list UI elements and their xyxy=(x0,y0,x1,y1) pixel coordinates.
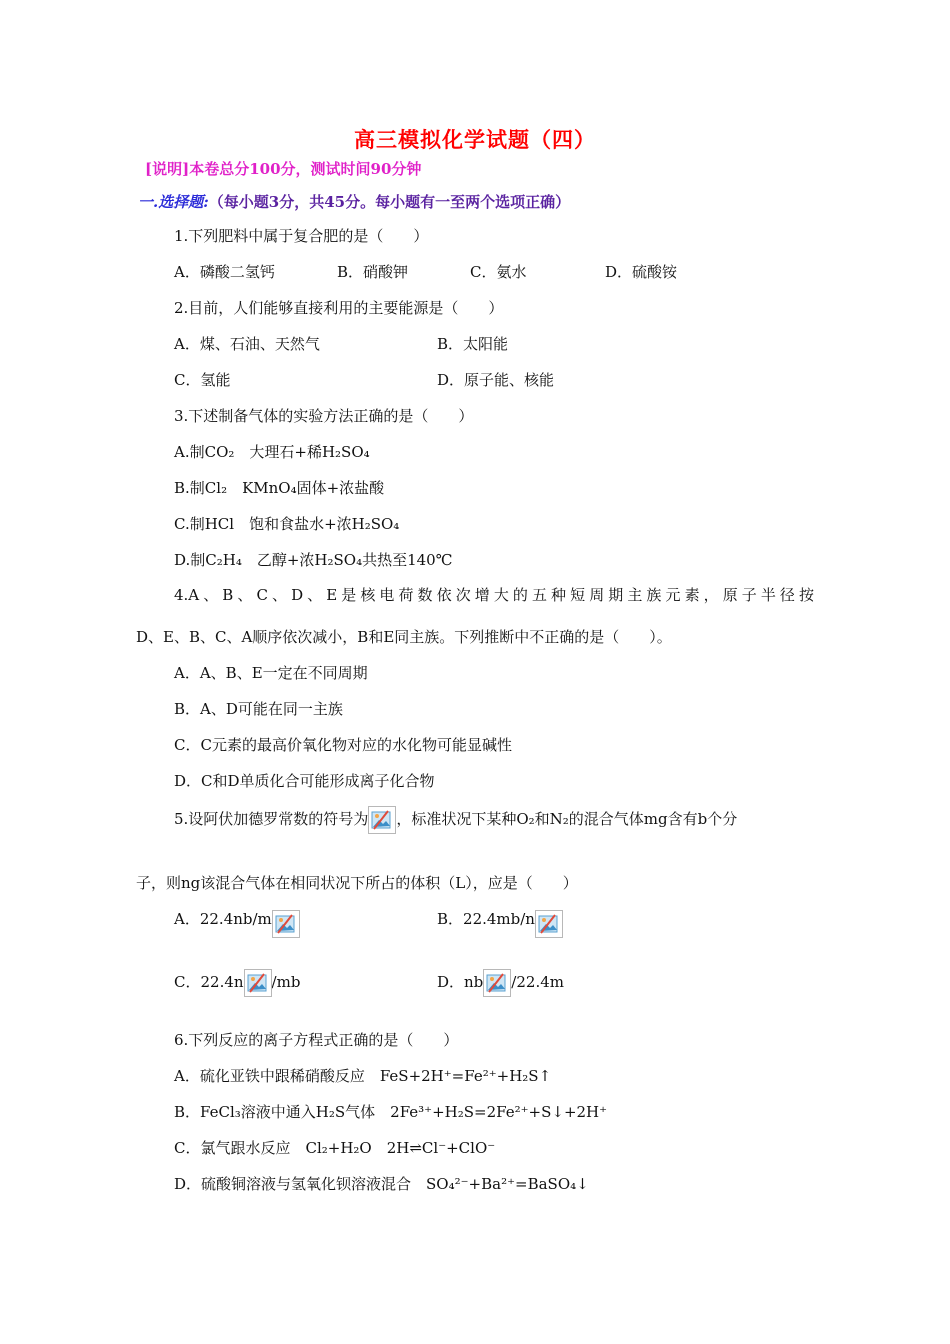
q5-stem-line2: 子，则ng该混合气体在相同状况下所占的体积（L），应是（ ） xyxy=(136,874,578,892)
broken-image-icon xyxy=(483,969,511,997)
q3-option-a: A.制CO₂ 大理石+稀H₂SO₄ xyxy=(174,443,370,461)
q4-option-c: C．C元素的最高价氧化物对应的水化物可能显碱性 xyxy=(174,736,512,754)
section-title: 一.选择题: xyxy=(138,193,209,211)
q1-option-a: A．磷酸二氢钙 xyxy=(174,263,275,281)
page-title: 高三模拟化学试题（四） xyxy=(354,128,596,152)
q1-option-b: B．硝酸钾 xyxy=(337,263,409,281)
q3-option-c: C.制HCl 饱和食盐水+浓H₂SO₄ xyxy=(174,515,400,533)
q1-stem: 1.下列肥料中属于复合肥的是（ ） xyxy=(174,227,429,245)
q5-option-d-post: /22.4m xyxy=(511,973,564,991)
q1-option-c: C．氨水 xyxy=(470,263,527,281)
q5-option-c-pre: C．22.4n xyxy=(174,973,244,991)
section-header xyxy=(138,191,570,212)
q4-option-d: D．C和D单质化合可能形成离子化合物 xyxy=(174,772,435,790)
broken-image-icon xyxy=(368,806,396,834)
q4-stem-line2: D、E、B、C、A顺序依次减小，B和E同主族。下列推断中不正确的是（ ）。 xyxy=(136,628,672,646)
q6-stem: 6.下列反应的离子方程式正确的是（ ） xyxy=(174,1031,459,1049)
q5-option-a-text: A．22.4nb/m xyxy=(174,910,272,928)
q2-stem: 2.目前，人们能够直接利用的主要能源是（ ） xyxy=(174,299,504,317)
section-desc: （每小题3分，共45分。每小题有一至两个选项正确） xyxy=(208,193,571,211)
q2-option-b: B．太阳能 xyxy=(437,335,509,353)
q5-option-a xyxy=(174,908,300,938)
q4-option-b: B．A、D可能在同一主族 xyxy=(174,700,343,718)
q5-option-d-pre: D．nb xyxy=(437,973,484,991)
q5-option-b-text: B．22.4mb/n xyxy=(437,910,535,928)
q4-option-a: A．A、B、E一定在不同周期 xyxy=(174,664,368,682)
q3-stem: 3.下述制备气体的实验方法正确的是（ ） xyxy=(174,407,474,425)
q6-option-a: A．硫化亚铁中跟稀硝酸反应 FeS+2H⁺=Fe²⁺+H₂S↑ xyxy=(174,1067,552,1085)
q3-option-b: B.制Cl₂ KMnO₄固体+浓盐酸 xyxy=(174,479,385,497)
q5-option-d xyxy=(437,969,564,997)
q4-stem-line1: 4.A、B、C、D、E是核电荷数依次增大的五种短周期主族元素，原子半径按 xyxy=(174,586,814,604)
broken-image-icon xyxy=(535,910,563,938)
q6-option-b: B．FeCl₃溶液中通入H₂S气体 2Fe³⁺+H₂S=2Fe²⁺+S↓+2H⁺ xyxy=(174,1103,608,1121)
exam-note: [说明]本卷总分100分，测试时间90分钟 xyxy=(145,160,422,178)
q6-option-c: C．氯气跟水反应 Cl₂+H₂O 2H⇌Cl⁻+ClO⁻ xyxy=(174,1139,496,1157)
q2-option-a: A．煤、石油、天然气 xyxy=(174,335,320,353)
q1-option-d: D．硫酸铵 xyxy=(605,263,678,281)
q5-stem-line1 xyxy=(174,806,737,834)
q6-option-d: D．硫酸铜溶液与氢氧化钡溶液混合 SO₄²⁻+Ba²⁺=BaSO₄↓ xyxy=(174,1175,589,1193)
q5-stem-part2: ，标准状况下某种O₂和N₂的混合气体mg含有b个分 xyxy=(396,810,738,828)
q5-option-c-post: /mb xyxy=(271,973,301,991)
q5-stem-part1: 5.设阿伏加德罗常数的符号为 xyxy=(174,810,369,828)
q5-option-b xyxy=(437,908,563,938)
q2-option-c: C．氢能 xyxy=(174,371,231,389)
q2-option-d: D．原子能、核能 xyxy=(437,371,555,389)
broken-image-icon xyxy=(244,969,272,997)
q5-option-c xyxy=(174,969,300,997)
q3-option-d: D.制C₂H₄ 乙醇+浓H₂SO₄共热至140℃ xyxy=(174,551,453,569)
broken-image-icon xyxy=(272,910,300,938)
